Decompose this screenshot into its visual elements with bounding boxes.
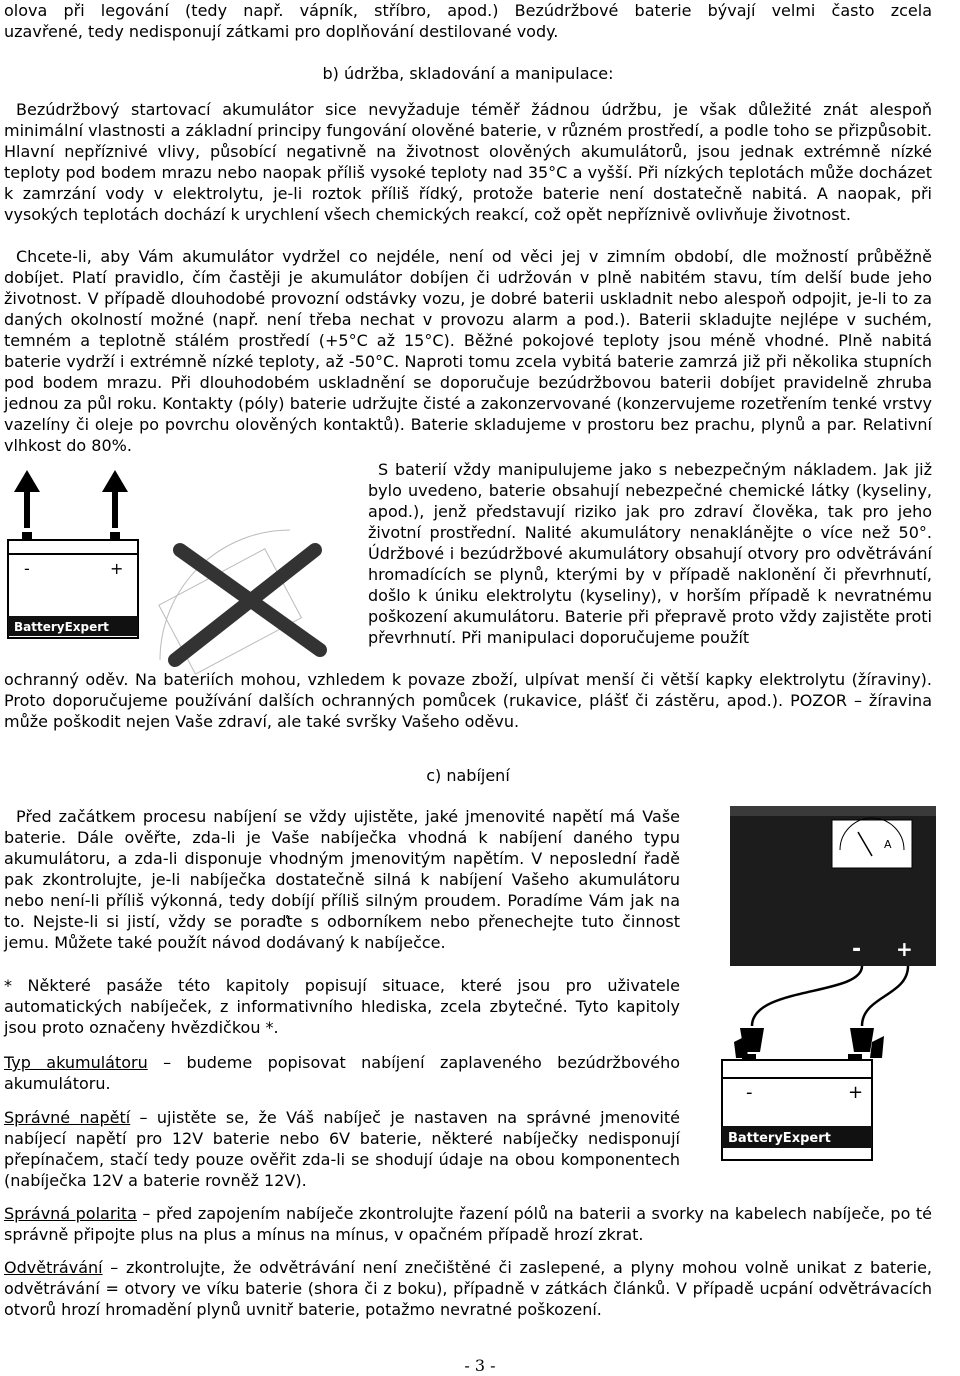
cable-plus bbox=[862, 966, 908, 1026]
charger-minus-sign: - bbox=[852, 937, 862, 962]
battery-minus-sign: - bbox=[24, 559, 30, 578]
battery-plus-sign: + bbox=[110, 559, 124, 578]
text-correct-polarity: – před zapojením nabíječe zkontrolujte řazení pólů na baterii a svorky na kabelech nabíječe, po té správně připojte plus na plus a mínus na mínus, v opačném případě hrozí zkrat. bbox=[4, 1204, 932, 1244]
battery2-terminal-minus bbox=[742, 1054, 756, 1060]
battery-terminal-plus bbox=[110, 532, 120, 540]
section-b-paragraph-2: Chcete-li, aby Vám akumulátor vydržel co nejdéle, není od věci jej v zimním období, dle možností průběžně dobíjet. Platí pravidlo, čím častěji je akumulátor dobíjen či udržován v plně nabitém stavu, tím delší bude jeho životnost. V případě dlouhodobé provozní odstávky vozu, je dobré baterii uskladnit nebo alespoň odpojit, je-li to za daných okolností možné (např. není třeba nechat v provozu alarm a pod.). Baterii skladujte nejlépe v suchém, temném a teplotně stálém prostředí (+5°C až 15°C). Běžné pokojové teploty jsou méně vhodné. Plně nabitá baterie vydrží i extrémně nízké teploty, až -50°C. Naproti tomu zcela vybitá baterie zamrzá již při několika stupních pod bodem mrazu. Při dlouhodobém uskladnění se doporučuje bezúdržbovou baterii dobíjet pravidelně zhruba jednou za půl roku. Kontakty (póly) baterie udržujte čisté a zakonzervované (konzervujeme rozetřením tenké vrstvy vazelíny či oleje po povrchu olověných kontaktů). Baterie skladujeme v prostoru bez prachu, plynů a par. Relativní vlhkost do 80%. bbox=[4, 247, 932, 455]
section-c-paragraph-4 bbox=[4, 1107, 680, 1191]
battery-brand: BatteryExpert bbox=[14, 620, 109, 634]
section-b-paragraph-1: Bezúdržbový startovací akumulátor sice nevyžaduje téměř žádnou údržbu, je však důležité znát alespoň minimální vlastnosti a základní principy fungování olověné baterie, v různém prostředí, a podle toho se přizpůsobit. Hlavní nepříznivé vlivy, působící negativně na životnost olověných akumulátorů, jsou jednak extrémně nízké teploty pod bodem mrazu nebo naopak příliš vysoké teploty nad 35°C a vyšší. Při nízkých teplotách může docházet k zamrzání vody v elektrolytu, je-li roztok příliš řídký, protože baterie není dostatečně nabitá. A naopak, při vysokých teplotách dochází k urychlení všech chemických reakcí, což opět nepříznivě ovlivňuje životnost. bbox=[4, 100, 932, 224]
section-c-paragraph-2: * Některé pasáže této kapitoly popisují situace, které jsou pro uživatele automatických nabíječek, z informativního hlediska, zcela zbytečné. Tyto kapitoly jsou proto označeny hvězdičkou *. bbox=[4, 976, 680, 1037]
intro-line-1: olova při legování (tedy např. vápník, stříbro, apod.) Bezúdržbové baterie bývají velmi často zcela bbox=[4, 1, 932, 20]
text-battery-type: – budeme popisovat nabíjení zaplaveného bezúdržbového akumulátoru. bbox=[4, 1053, 681, 1093]
battery2-plus-sign: + bbox=[848, 1082, 864, 1103]
page-number: - 3 - bbox=[464, 1356, 496, 1375]
section-c-paragraph-5 bbox=[4, 1203, 932, 1245]
charger-top-edge bbox=[730, 806, 936, 816]
clamp-plus-icon bbox=[850, 1028, 884, 1058]
charger-battery-figure bbox=[712, 806, 948, 1164]
battery-terminal-minus bbox=[22, 532, 32, 540]
section-c-paragraph-1: Před začátkem procesu nabíjení se vždy ujistěte, jaké jmenovité napětí má Vaše baterie. Dále ověřte, zda-li je Vaše nabíječka vhodná k nabíjení daného typu akumulátoru, a zda-li disponuje vhodným jmenovitým napětím. V neposlední řadě pak zkontrolujte, je-li nabíječka dostatečně silná k nabíjení Vašeho akumulátoru nebo není-li příliš výkonná, tedy dobíjí příliš silným proudem. Poradíme Vám jak na to. Nejste-li si jistí, vždy se poraďte s odborníkem nebo přenechejte tuto činnost jemu. Můžete také použít návod dodávaný k nabíječce. bbox=[4, 807, 680, 952]
text-correct-voltage: – ujistěte se, že Váš nabíječ je nastaven na správné jmenovité nabíjecí napětí pro 12V baterie nebo 6V baterie, některé nabíječky nedisponují přepínačem, stačí tedy pouze ověřit zda-li se shodují údaje na obou komponentech (nabíječka 12V a baterie rovněž 12V). bbox=[4, 1108, 680, 1190]
battery2-terminal-plus bbox=[848, 1054, 862, 1060]
section-b-paragraph-3-full: ochranný oděv. Na bateriích mohou, vzhledem k povaze zboží, ulpívat menší či větší kapky elektrolytu (žíraviny). Proto doporučujeme používání dalších ochranných pomůcek (rukavice, plášť či zástěru, apod.). POZOR – žíravina může poškodit nejen Vaše zdraví, ale také svršky Vašeho oděvu. bbox=[4, 670, 932, 731]
charger-meter bbox=[832, 820, 912, 868]
section-c-paragraph-3 bbox=[4, 1052, 680, 1094]
term-venting: Odvětrávání bbox=[4, 1258, 103, 1277]
intro-line-2: uzavřené, tedy nedisponují zátkami pro doplňování destilované vody. bbox=[4, 22, 559, 41]
section-c-paragraph-6 bbox=[4, 1257, 932, 1320]
battery-lid bbox=[8, 540, 138, 554]
battery2-minus-sign: - bbox=[746, 1082, 753, 1103]
cable-minus bbox=[752, 966, 862, 1026]
up-arrow-left-icon bbox=[14, 470, 40, 528]
section-b-heading: b) údržba, skladování a manipulace: bbox=[322, 64, 614, 83]
charger-plus-sign: + bbox=[896, 937, 913, 961]
battery-tilt-figure bbox=[0, 470, 360, 680]
clamp-minus-icon bbox=[734, 1028, 764, 1058]
up-arrow-right-icon bbox=[102, 470, 128, 528]
term-correct-voltage: Správné napětí bbox=[4, 1108, 131, 1127]
term-correct-polarity: Správná polarita bbox=[4, 1204, 137, 1223]
term-battery-type: Typ akumulátoru bbox=[4, 1053, 148, 1072]
battery2-brand: BatteryExpert bbox=[728, 1131, 831, 1146]
section-c-heading: c) nabíjení bbox=[426, 766, 510, 785]
meter-unit: A bbox=[884, 838, 892, 851]
text-venting: – zkontrolujte, že odvětrávání není znečištěné či zaslepené, a plyny mohou volně unikat z baterie, odvětrávání = otvory ve víku baterie (shora či z boku), případně v zátkách článků. V případě ucpání odvětrávacích otvorů hrozí hromadění plynů uvnitř baterie, potažmo nevratné poškození. bbox=[4, 1258, 932, 1319]
cross-icon bbox=[175, 550, 320, 660]
section-b-paragraph-3-side: S baterií vždy manipulujeme jako s nebezpečným nákladem. Jak již bylo uvedeno, baterie obsahují nebezpečné chemické látky (kyseliny, apod.), jenž představují riziko jak pro zdraví člověka, tak pro jeho životní prostřední. Nalité akumulátory nenaklánějte o více než 50°. Údržbové i bezúdržbové akumulátory obsahují otvory pro odvětrávání hromadících se plynů, kterými by v případě naklonění či převrhnutí, došlo k úniku elektrolytu (kyseliny), v horším případě k nevratnému poškození akumulátoru. Baterie při přepravě proto vždy zajistěte proti převrhnutí. Při manipulaci doporučujeme použít bbox=[368, 460, 932, 647]
battery-lid-2 bbox=[722, 1060, 872, 1078]
